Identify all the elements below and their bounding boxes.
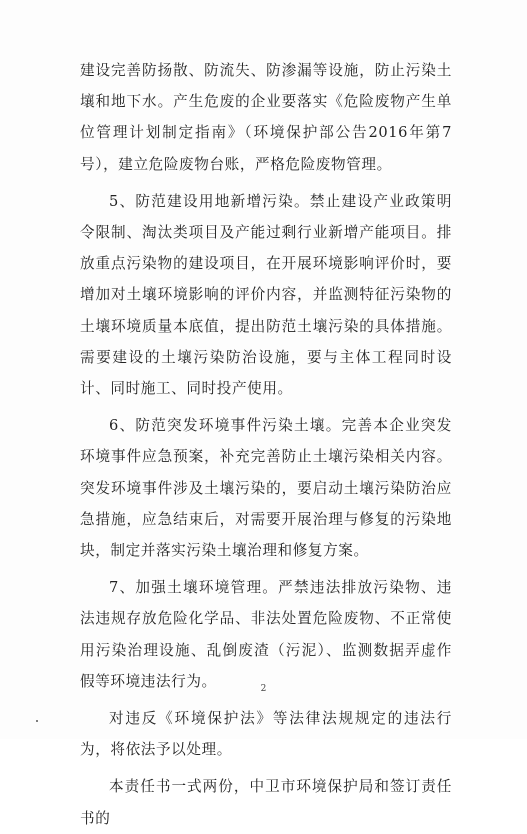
paragraph-item-5: 5、防范建设用地新增污染。禁止建设产业政策明令限制、淘汰类项目及产能过剩行业新增产能项目。排放重点污染物的建设项目，在开展环境影响评价时，要增加对土壤环境影响的评价内容，并监测特征污染物的土壤环境质量本底值，提出防范土壤污染的具体措施。需要建设的土壤污染防治设施，要与主体工程同时设计、同时施工、同时投产使用。 [80,192,452,398]
scan-speck [36,720,38,722]
paragraph-item-7: 7、加强土壤环境管理。严禁违法排放污染物、违法违规存放危险化学品、非法处置危险废物、不正常使用污染治理设施、乱倒废渣（污泥）、监测数据弄虚作假等环境违法行为。 [80,579,452,690]
paragraph-item-6: 6、防范突发环境事件污染土壤。完善本企业突发环境事件应急预案，补充完善防止土壤污染相关内容。突发环境事件涉及土壤污染的，要启动土壤污染防治应急措施，应急结束后，对需要开展治理与修复的污染地块，制定并落实污染土壤治理和修复方案。 [80,417,452,560]
paragraph-penalty: 对违反《环境保护法》等法律法规规定的违法行为，将依法予以处理。 [80,710,452,759]
page-number: 2 [260,684,267,694]
paragraph-continuation: 建设完善防扬散、防流失、防渗漏等设施，防止污染土壤和地下水。产生危废的企业要落实《危险废物产生单位管理计划制定指南》（环境保护部公告2016年第7号），建立危险废物台账，严格危险废物管理。 [80,62,452,173]
paragraph-copies: 本责任书一式两份，中卫市环境保护局和签订责任书的 [80,778,452,827]
document-body [80,55,452,834]
